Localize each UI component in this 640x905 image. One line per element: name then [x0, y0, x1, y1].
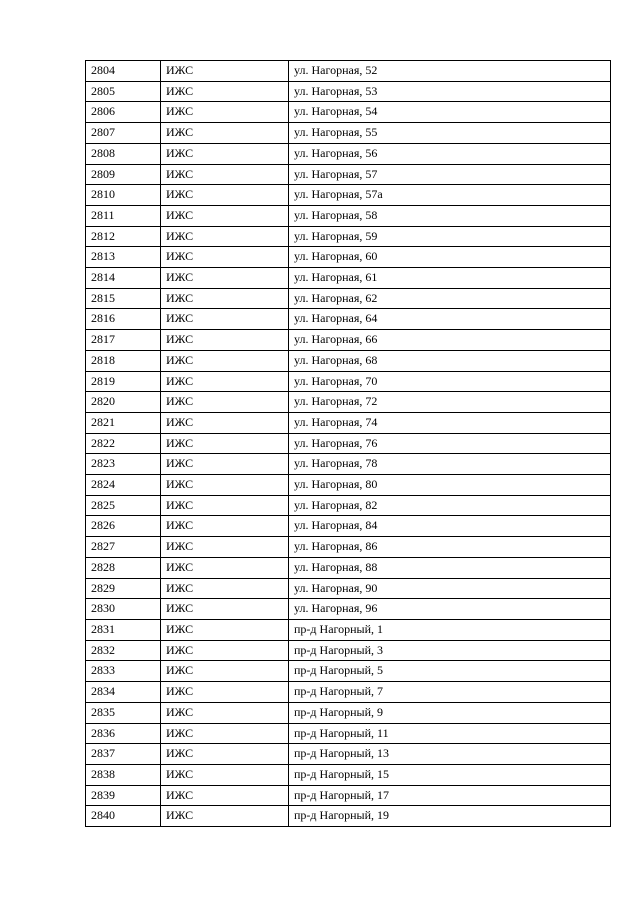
table-row — [86, 433, 611, 454]
address-cell: ул. Нагорная, 74 — [289, 412, 611, 433]
row-number-cell: 2828 — [86, 557, 161, 578]
address-cell: ул. Нагорная, 57а — [289, 185, 611, 206]
object-type-cell: ИЖС — [161, 806, 289, 827]
address-cell: ул. Нагорная, 52 — [289, 61, 611, 82]
row-number-cell: 2807 — [86, 123, 161, 144]
object-type-cell: ИЖС — [161, 433, 289, 454]
object-type-cell: ИЖС — [161, 268, 289, 289]
object-type-cell: ИЖС — [161, 785, 289, 806]
object-type-cell: ИЖС — [161, 350, 289, 371]
address-cell: ул. Нагорная, 59 — [289, 226, 611, 247]
object-type-cell: ИЖС — [161, 578, 289, 599]
table-row — [86, 392, 611, 413]
row-number-cell: 2831 — [86, 619, 161, 640]
object-type-cell: ИЖС — [161, 247, 289, 268]
row-number-cell: 2835 — [86, 702, 161, 723]
row-number-cell: 2817 — [86, 330, 161, 351]
object-type-cell: ИЖС — [161, 599, 289, 620]
row-number-cell: 2822 — [86, 433, 161, 454]
object-type-cell: ИЖС — [161, 309, 289, 330]
row-number-cell: 2832 — [86, 640, 161, 661]
address-cell: пр-д Нагорный, 15 — [289, 764, 611, 785]
object-type-cell: ИЖС — [161, 81, 289, 102]
table-row — [86, 330, 611, 351]
object-type-cell: ИЖС — [161, 61, 289, 82]
row-number-cell: 2808 — [86, 143, 161, 164]
address-cell: ул. Нагорная, 54 — [289, 102, 611, 123]
address-cell: ул. Нагорная, 62 — [289, 288, 611, 309]
table-row — [86, 599, 611, 620]
table-row — [86, 744, 611, 765]
address-cell: ул. Нагорная, 76 — [289, 433, 611, 454]
object-type-cell: ИЖС — [161, 495, 289, 516]
table-row — [86, 81, 611, 102]
address-cell: ул. Нагорная, 80 — [289, 475, 611, 496]
table-row — [86, 309, 611, 330]
address-cell: ул. Нагорная, 61 — [289, 268, 611, 289]
row-number-cell: 2818 — [86, 350, 161, 371]
object-type-cell: ИЖС — [161, 185, 289, 206]
address-cell: пр-д Нагорный, 7 — [289, 682, 611, 703]
object-type-cell: ИЖС — [161, 557, 289, 578]
address-table — [85, 60, 611, 827]
object-type-cell: ИЖС — [161, 392, 289, 413]
object-type-cell: ИЖС — [161, 123, 289, 144]
address-cell: пр-д Нагорный, 19 — [289, 806, 611, 827]
address-cell: ул. Нагорная, 78 — [289, 454, 611, 475]
object-type-cell: ИЖС — [161, 143, 289, 164]
row-number-cell: 2814 — [86, 268, 161, 289]
table-row — [86, 164, 611, 185]
object-type-cell: ИЖС — [161, 516, 289, 537]
table-row — [86, 475, 611, 496]
row-number-cell: 2806 — [86, 102, 161, 123]
address-cell: ул. Нагорная, 64 — [289, 309, 611, 330]
row-number-cell: 2816 — [86, 309, 161, 330]
object-type-cell: ИЖС — [161, 702, 289, 723]
address-cell: пр-д Нагорный, 13 — [289, 744, 611, 765]
row-number-cell: 2833 — [86, 661, 161, 682]
table-row — [86, 185, 611, 206]
row-number-cell: 2837 — [86, 744, 161, 765]
table-row — [86, 516, 611, 537]
row-number-cell: 2821 — [86, 412, 161, 433]
table-row — [86, 61, 611, 82]
table-row — [86, 537, 611, 558]
object-type-cell: ИЖС — [161, 537, 289, 558]
object-type-cell: ИЖС — [161, 619, 289, 640]
row-number-cell: 2839 — [86, 785, 161, 806]
table-row — [86, 578, 611, 599]
address-cell: пр-д Нагорный, 1 — [289, 619, 611, 640]
table-row — [86, 557, 611, 578]
address-cell: пр-д Нагорный, 17 — [289, 785, 611, 806]
address-cell: пр-д Нагорный, 5 — [289, 661, 611, 682]
row-number-cell: 2829 — [86, 578, 161, 599]
table-row — [86, 495, 611, 516]
row-number-cell: 2804 — [86, 61, 161, 82]
table-row — [86, 205, 611, 226]
row-number-cell: 2838 — [86, 764, 161, 785]
address-table-body — [86, 61, 611, 827]
table-row — [86, 350, 611, 371]
row-number-cell: 2815 — [86, 288, 161, 309]
object-type-cell: ИЖС — [161, 164, 289, 185]
table-row — [86, 268, 611, 289]
table-row — [86, 682, 611, 703]
address-cell: ул. Нагорная, 56 — [289, 143, 611, 164]
object-type-cell: ИЖС — [161, 205, 289, 226]
table-row — [86, 102, 611, 123]
row-number-cell: 2830 — [86, 599, 161, 620]
row-number-cell: 2809 — [86, 164, 161, 185]
row-number-cell: 2826 — [86, 516, 161, 537]
row-number-cell: 2810 — [86, 185, 161, 206]
object-type-cell: ИЖС — [161, 723, 289, 744]
row-number-cell: 2805 — [86, 81, 161, 102]
address-cell: ул. Нагорная, 82 — [289, 495, 611, 516]
row-number-cell: 2834 — [86, 682, 161, 703]
table-row — [86, 661, 611, 682]
table-row — [86, 123, 611, 144]
address-cell: ул. Нагорная, 57 — [289, 164, 611, 185]
table-row — [86, 702, 611, 723]
row-number-cell: 2836 — [86, 723, 161, 744]
row-number-cell: 2824 — [86, 475, 161, 496]
object-type-cell: ИЖС — [161, 744, 289, 765]
object-type-cell: ИЖС — [161, 102, 289, 123]
row-number-cell: 2813 — [86, 247, 161, 268]
object-type-cell: ИЖС — [161, 475, 289, 496]
address-cell: ул. Нагорная, 72 — [289, 392, 611, 413]
address-cell: ул. Нагорная, 58 — [289, 205, 611, 226]
object-type-cell: ИЖС — [161, 226, 289, 247]
row-number-cell: 2825 — [86, 495, 161, 516]
object-type-cell: ИЖС — [161, 288, 289, 309]
object-type-cell: ИЖС — [161, 682, 289, 703]
object-type-cell: ИЖС — [161, 661, 289, 682]
address-cell: ул. Нагорная, 90 — [289, 578, 611, 599]
address-cell: ул. Нагорная, 66 — [289, 330, 611, 351]
address-cell: ул. Нагорная, 70 — [289, 371, 611, 392]
row-number-cell: 2823 — [86, 454, 161, 475]
address-cell: пр-д Нагорный, 9 — [289, 702, 611, 723]
address-cell: ул. Нагорная, 86 — [289, 537, 611, 558]
table-row — [86, 619, 611, 640]
row-number-cell: 2812 — [86, 226, 161, 247]
table-row — [86, 785, 611, 806]
row-number-cell: 2827 — [86, 537, 161, 558]
table-row — [86, 806, 611, 827]
address-cell: ул. Нагорная, 60 — [289, 247, 611, 268]
address-cell: ул. Нагорная, 68 — [289, 350, 611, 371]
table-row — [86, 412, 611, 433]
address-cell: ул. Нагорная, 55 — [289, 123, 611, 144]
row-number-cell: 2811 — [86, 205, 161, 226]
address-cell: пр-д Нагорный, 3 — [289, 640, 611, 661]
address-cell: ул. Нагорная, 84 — [289, 516, 611, 537]
address-cell: ул. Нагорная, 88 — [289, 557, 611, 578]
object-type-cell: ИЖС — [161, 640, 289, 661]
object-type-cell: ИЖС — [161, 371, 289, 392]
table-row — [86, 371, 611, 392]
object-type-cell: ИЖС — [161, 764, 289, 785]
table-row — [86, 143, 611, 164]
object-type-cell: ИЖС — [161, 412, 289, 433]
address-cell: ул. Нагорная, 53 — [289, 81, 611, 102]
row-number-cell: 2840 — [86, 806, 161, 827]
table-row — [86, 247, 611, 268]
table-row — [86, 723, 611, 744]
row-number-cell: 2820 — [86, 392, 161, 413]
row-number-cell: 2819 — [86, 371, 161, 392]
table-row — [86, 226, 611, 247]
table-row — [86, 454, 611, 475]
table-row — [86, 640, 611, 661]
address-cell: пр-д Нагорный, 11 — [289, 723, 611, 744]
address-cell: ул. Нагорная, 96 — [289, 599, 611, 620]
table-row — [86, 288, 611, 309]
object-type-cell: ИЖС — [161, 330, 289, 351]
table-row — [86, 764, 611, 785]
object-type-cell: ИЖС — [161, 454, 289, 475]
